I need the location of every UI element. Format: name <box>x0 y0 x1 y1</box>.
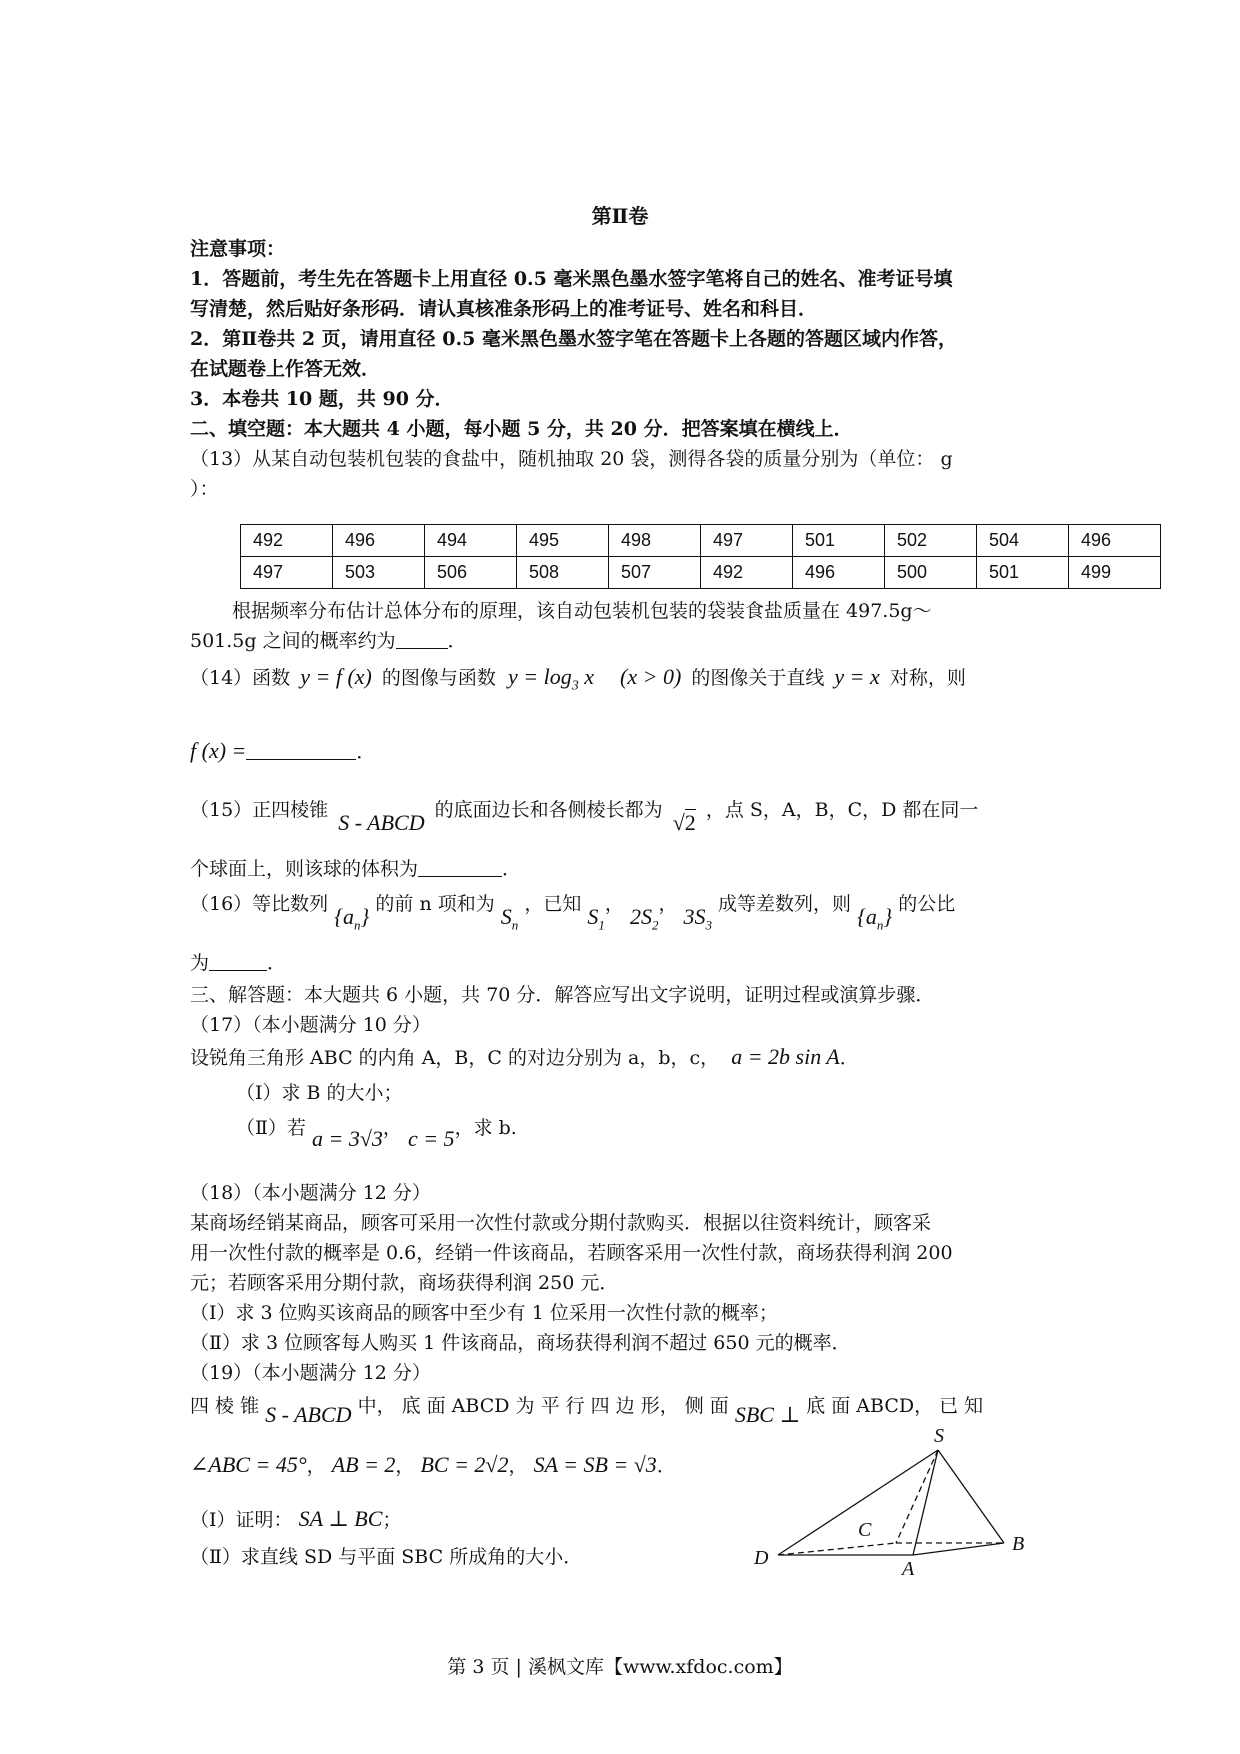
table-cell: 501 <box>793 525 885 557</box>
q17-part2: （Ⅱ）若 a = 3√3， c = 5，求 b. <box>236 1117 517 1151</box>
q15-pyramid: S - ABCD <box>338 810 425 835</box>
q13-line2: ）： <box>190 478 219 500</box>
notice-heading: 注意事项： <box>190 238 286 260</box>
notice-item-2a: 2．第Ⅱ卷共 2 页，请用直径 0.5 毫米黑色墨水签字笔在答题卡上各题的答题区域内作答， <box>190 328 957 350</box>
q17-header: （17）（本小题满分 10 分） <box>190 1014 431 1036</box>
q16-seq2-close: } <box>883 904 893 929</box>
q14-line2 <box>190 738 1060 765</box>
q16-seq <box>334 904 370 933</box>
notice-item-2b: 在试题卷上作答无效． <box>190 358 381 380</box>
q16-seq-2 <box>857 904 893 933</box>
q17-p2-a: a = 3√3 <box>311 1126 383 1151</box>
q18-line1: 某商场经销某商品，顾客可采用一次性付款或分期付款购买．根据以往资料统计，顾客采 <box>190 1212 932 1234</box>
q16-S-sub: n <box>511 917 519 933</box>
edge-SB <box>938 1450 1004 1543</box>
table-cell: 497 <box>701 525 793 557</box>
q15-post: ，点 S，A，B，C，D 都在同一 <box>705 799 979 821</box>
q17-p2-c: c = 5 <box>407 1126 455 1151</box>
label-C: C <box>858 1519 872 1541</box>
q17-stem-expr: a = 2b sin A <box>731 1044 840 1069</box>
notice-item-1a: 1．答题前，考生先在答题卡上用直径 0.5 毫米黑色墨水签字笔将自己的姓名、准考证号填 <box>190 268 953 290</box>
q16-line2-end: ． <box>267 952 287 974</box>
q16-S1 <box>587 904 605 933</box>
q16-Sn <box>500 904 519 933</box>
q16-seq2-a: {a <box>857 904 877 929</box>
table-cell: 496 <box>333 525 425 557</box>
q19-l1-perp: SBC ⊥ <box>734 1402 801 1427</box>
table-cell: 496 <box>1069 525 1161 557</box>
q13-line3: 根据频率分布估计总体分布的原理，该自动包装机包装的袋装食盐质量在 497.5g～ <box>232 600 932 622</box>
q14-end: 对称，则 <box>889 667 966 689</box>
table-cell: 495 <box>517 525 609 557</box>
q16-line2-text: 为 <box>190 952 210 974</box>
table-cell: 503 <box>333 557 425 589</box>
section-title: 第Ⅱ卷 <box>591 204 649 228</box>
table-cell: 492 <box>241 525 333 557</box>
q15-radicand: 2 <box>684 810 696 835</box>
q16-S3-sub: 3 <box>705 917 712 933</box>
q16-S1-sub: 1 <box>598 917 605 933</box>
q17-stem-text: 设锐角三角形 ABC 的内角 A，B，C 的对边分别为 a，b，c， <box>190 1047 720 1069</box>
q19-header: （19）（本小题满分 12 分） <box>190 1362 431 1384</box>
q19-line2: ∠ABC = 45°， AB = 2， BC = 2√2， SA = SB = √3． <box>190 1452 676 1477</box>
q16-pre: （16）等比数列 <box>190 893 329 915</box>
label-A: A <box>902 1558 915 1578</box>
q14-expr-fx: y = f (x) <box>300 664 372 689</box>
q15-pre: （15）正四棱锥 <box>190 799 329 821</box>
q16-S1-base: S <box>587 904 599 929</box>
pyramid-figure <box>748 1428 1078 1578</box>
q19-p1-expr: SA ⊥ BC <box>298 1506 383 1531</box>
table-row <box>241 557 1161 589</box>
table-cell: 508 <box>517 557 609 589</box>
q16-line2 <box>190 950 1060 976</box>
q16-S3-base: 3S <box>683 904 706 929</box>
table-cell: 492 <box>701 557 793 589</box>
table-cell: 496 <box>793 557 885 589</box>
q17-p2-pre: （Ⅱ）若 <box>236 1117 306 1139</box>
q15-line2-end: ． <box>502 858 522 880</box>
label-D: D <box>754 1547 769 1569</box>
q19-l1-b: 中， 底 面 ABCD 为 平 行 四 边 形， 侧 面 <box>357 1395 729 1417</box>
q16-line1: （16）等比数列 $\{a_n\}$ 的前 n 项和为 $S_n$ ，已知 $S_1$， $2S_2$， $3S_3$ 成等差数列，则 $\{a_n\}$ 的公比 <box>190 893 956 933</box>
q14-line-yx: y = x <box>834 664 880 689</box>
q16-S: S <box>500 904 512 929</box>
q18-line2: 用一次性付款的概率是 0.6，经销一件该商品，若顾客采用一次性付款，商场获得利润 200 <box>190 1242 953 1264</box>
q16-seq-a: {a <box>334 904 355 929</box>
q14-pre: （14）函数 <box>190 667 291 689</box>
q16-post: 成等差数列，则 <box>718 893 852 915</box>
q17-stem-end: ． <box>839 1047 859 1069</box>
q18-header: （18）（本小题满分 12 分） <box>190 1182 431 1204</box>
table-cell: 501 <box>977 557 1069 589</box>
q13-line4-end: ． <box>447 630 467 652</box>
q13-line1: （13）从某自动包装机包装的食盐中，随机抽取 20 袋，测得各袋的质量分别为（单位： g <box>190 448 953 470</box>
edge-DC-hidden <box>778 1543 896 1555</box>
q16-seq-close: } <box>360 904 370 929</box>
q18-line3: 元；若顾客采用分期付款，商场获得利润 250 元． <box>190 1272 619 1294</box>
q14-expr-log <box>507 664 594 694</box>
answer-blank <box>246 741 356 760</box>
q14-domain: (x > 0) <box>620 664 682 689</box>
table-cell: 498 <box>609 525 701 557</box>
q16-S3 <box>683 904 712 933</box>
q14-post: 的图像关于直线 <box>691 667 825 689</box>
notice-item-3: 3．本卷共 10 题，共 90 分． <box>190 388 454 410</box>
q14-line1 <box>190 664 1060 699</box>
table-cell: 504 <box>977 525 1069 557</box>
page-footer: 第 3 页 | 溪枫文库【www.xfdoc.com】 <box>447 1656 793 1678</box>
q16-S2-sub: 2 <box>651 917 659 933</box>
answer-blank <box>209 952 267 971</box>
q13-data-table <box>240 524 1161 589</box>
q15-line1 <box>190 796 1060 835</box>
notice-item-1b: 写清楚，然后贴好条形码．请认真核准条形码上的准考证号、姓名和科目． <box>190 298 818 320</box>
answer-blank <box>396 630 448 649</box>
q19-line1 <box>190 1392 1060 1427</box>
q19-l1-c: 底 面 ABCD， 已 知 <box>806 1395 984 1417</box>
q19-sa-sb: SA = SB = √3 <box>533 1452 657 1477</box>
label-S: S <box>934 1428 944 1447</box>
q18-part2: （Ⅱ）求 3 位顾客每人购买 1 件该商品，商场获得利润不超过 650 元的概率． <box>190 1332 851 1354</box>
q14-line2-end: ． <box>356 741 376 763</box>
section2-heading: 二、填空题：本大题共 4 小题，每小题 5 分，共 20 分．把答案填在横线上． <box>190 418 853 440</box>
q19-angle: ∠ABC = 45° <box>190 1452 307 1477</box>
q16-seq-sub: n <box>354 917 361 933</box>
q17-p2-end: ，求 b. <box>454 1117 517 1139</box>
table-cell: 506 <box>425 557 517 589</box>
label-B: B <box>1012 1533 1025 1555</box>
edge-SA <box>913 1450 938 1555</box>
q19-l1-a: 四 棱 锥 <box>190 1395 260 1417</box>
table-cell: 499 <box>1069 557 1161 589</box>
answer-blank <box>418 858 502 877</box>
q15-line2 <box>190 856 1060 882</box>
table-cell: 494 <box>425 525 517 557</box>
q15-line2-text: 个球面上，则该球的体积为 <box>190 858 419 880</box>
q19-bc: BC = 2√2 <box>420 1452 509 1477</box>
q16-mid: 的前 n 项和为 <box>375 893 495 915</box>
table-cell: 500 <box>885 557 977 589</box>
q16-end: 的公比 <box>898 893 956 915</box>
q13-line4 <box>190 628 1060 654</box>
q14-fx-answer: f (x) = <box>190 738 247 763</box>
q16-S2 <box>629 904 659 933</box>
q15-mid: 的底面边长和各侧棱长都为 <box>434 799 663 821</box>
edge-AB <box>913 1543 1004 1555</box>
q13-line4-text: 501.5g 之间的概率约为 <box>190 630 396 652</box>
q19-part2: （Ⅱ）求直线 SD 与平面 SBC 所成角的大小． <box>190 1546 583 1568</box>
table-row <box>241 525 1161 557</box>
q19-ab: AB = 2 <box>331 1452 396 1477</box>
q14-log: y = log <box>507 664 572 689</box>
q19-p1-end: ； <box>382 1509 402 1531</box>
q14-log-x: x <box>578 664 594 689</box>
table-cell: 502 <box>885 525 977 557</box>
q16-known: ，已知 <box>524 893 582 915</box>
q14-mid: 的图像与函数 <box>381 667 496 689</box>
section3-heading: 三、解答题：本大题共 6 小题，共 70 分．解答应写出文字说明，证明过程或演算步骤． <box>190 984 935 1006</box>
q16-S2-base: 2S <box>629 904 652 929</box>
q17-stem <box>190 1044 1060 1071</box>
q14-log-base: 3 <box>571 678 579 694</box>
q15-sqrt2: √2 <box>672 810 696 835</box>
table-cell: 497 <box>241 557 333 589</box>
q16-seq2-sub: n <box>876 917 884 933</box>
q17-part1: （Ⅰ）求 B 的大小； <box>236 1082 403 1104</box>
q18-part1: （Ⅰ）求 3 位购买该商品的顾客中至少有 1 位采用一次性付款的概率； <box>190 1302 778 1324</box>
q19-l1-pyramid: S - ABCD <box>265 1402 352 1427</box>
q19-p1-pre: （Ⅰ）证明： <box>190 1509 293 1531</box>
table-cell: 507 <box>609 557 701 589</box>
